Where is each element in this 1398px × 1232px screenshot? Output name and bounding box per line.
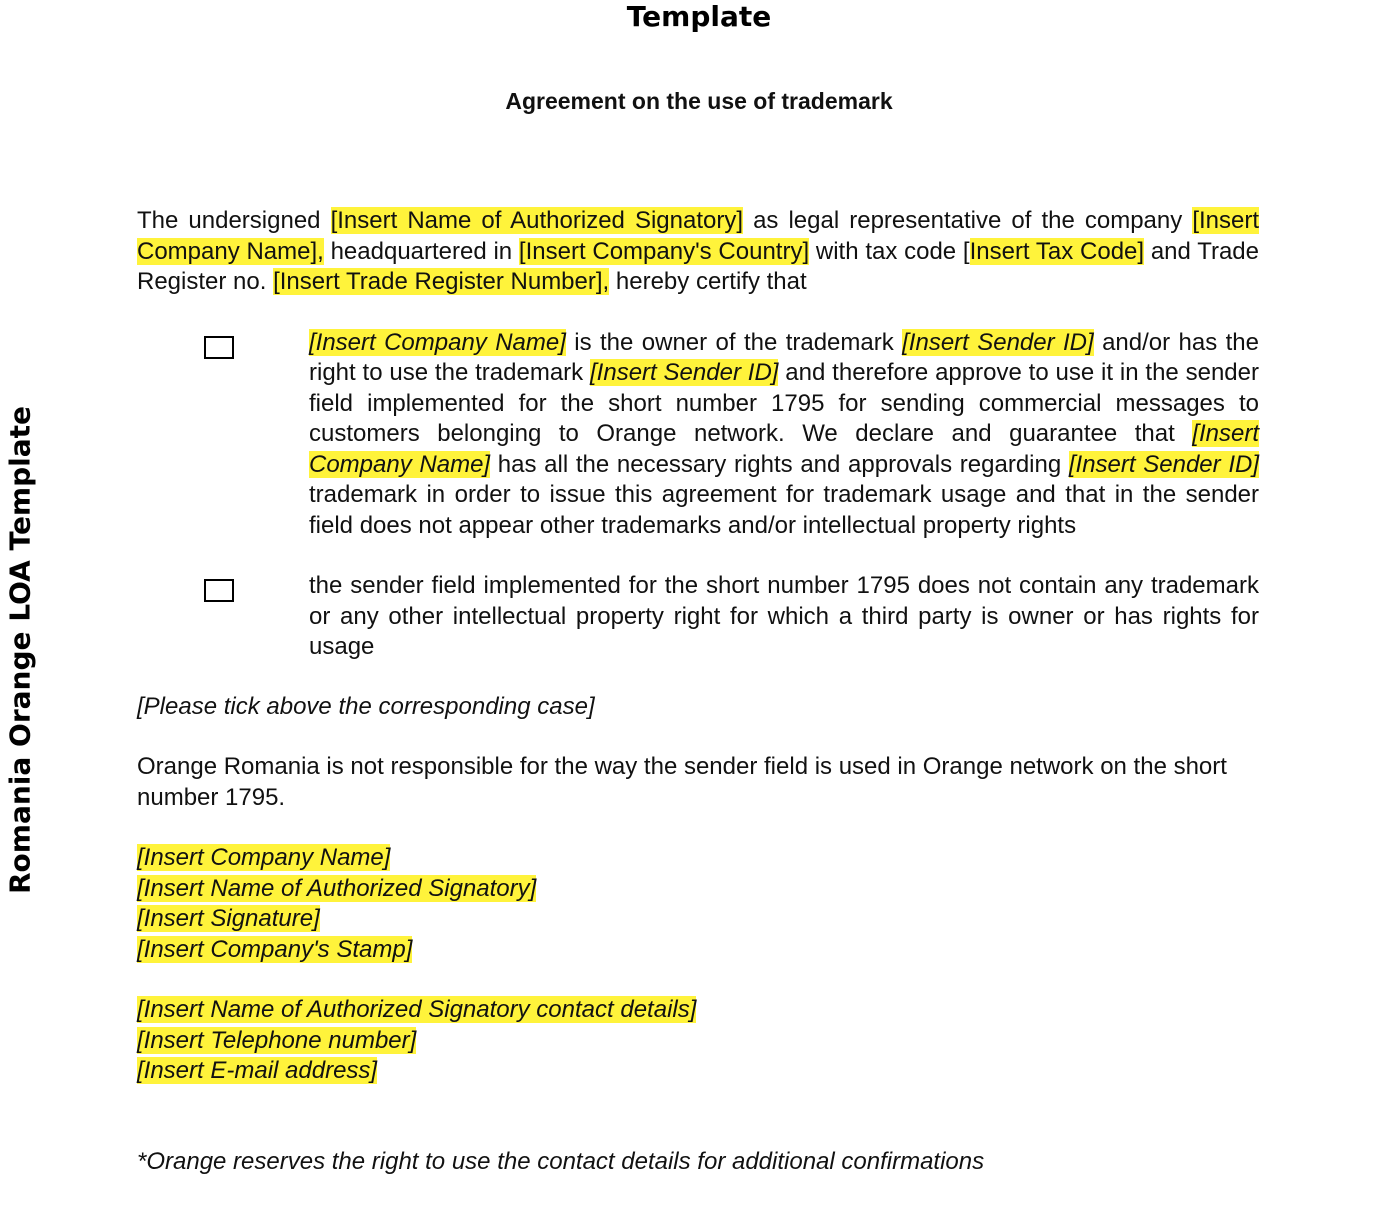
no-trademark-checkbox[interactable] — [204, 579, 234, 602]
disclaimer: Orange Romania is not responsible for the way the sender field is used in Orange network on the short number 1795. — [137, 753, 1227, 811]
placeholder-sender-id: [Insert Sender ID] — [1068, 450, 1259, 478]
option-text: trademark in order to issue this agreement for trademark usage and that in the sender field does not appear other trademarks and/or intellectual property rights — [309, 481, 1259, 539]
intro-text: with tax code [ — [809, 237, 970, 265]
option-no-trademark — [137, 571, 1259, 663]
placeholder-country: [Insert Company's Country] — [518, 237, 810, 265]
document-heading: Agreement on the use of trademark — [505, 88, 893, 114]
side-title: Romania Orange LOA Template — [3, 405, 37, 895]
document-body — [137, 206, 1259, 1177]
placeholder-sender-id: [Insert Sender ID] — [590, 359, 779, 386]
placeholder-email: [Insert E-mail address] — [137, 1057, 378, 1084]
option-text: is the owner of the trademark — [565, 328, 903, 356]
placeholder-company: [Insert Company Name] — [309, 328, 566, 356]
option-text: and/or has the right to use the trademark — [309, 328, 1259, 386]
owner-checkbox[interactable] — [204, 336, 234, 359]
intro-text: as legal representative of the company — [743, 207, 1193, 234]
placeholder-signature: [Insert Signature] — [137, 905, 320, 932]
intro-text: and Trade Register no. — [137, 237, 1260, 295]
placeholder-company: [Insert Company Name] — [137, 844, 391, 871]
intro-text: hereby certify that — [609, 268, 807, 295]
intro-text: The undersigned — [137, 207, 331, 234]
option-text: has all the necessary rights and approvals regarding — [490, 450, 1069, 478]
placeholder-tax-code: Insert Tax Code] — [969, 237, 1145, 265]
option-text: and therefore approve to use it in the sender field implemented for the short number 1795 for sending commercial messages to customers belonging to Orange network. We declare and guarantee that — [309, 359, 1259, 447]
placeholder-stamp: [Insert Company's Stamp] — [137, 935, 413, 963]
page-title: Template — [626, 0, 772, 33]
footnote: *Orange reserves the right to use the contact details for additional confirmations — [137, 1147, 985, 1175]
placeholder-company: [Insert Company Name], — [137, 207, 1260, 265]
placeholder-contact-details: [Insert Name of Authorized Signatory contact details] — [137, 996, 697, 1023]
option-owner-text — [309, 328, 1259, 542]
placeholder-sender-id: [Insert Sender ID] — [902, 328, 1094, 356]
intro-text: headquartered in — [323, 237, 519, 265]
option-no-trademark-text: the sender field implemented for the short number 1795 does not contain any trademark or any other intellectual property right for which a third party is owner or has rights for usage — [309, 572, 1259, 660]
option-owner — [137, 328, 1259, 542]
placeholder-telephone: [Insert Telephone number] — [137, 1026, 417, 1054]
tick-instruction: [Please tick above the corresponding case] — [137, 692, 595, 720]
signature-block — [137, 843, 1259, 965]
contact-block — [137, 995, 1259, 1087]
placeholder-company: [Insert Company Name] — [309, 420, 1259, 478]
intro-paragraph — [137, 206, 1259, 298]
placeholder-signatory: [Insert Name of Authorized Signatory] — [330, 207, 744, 234]
placeholder-trade-register: [Insert Trade Register Number], — [273, 268, 610, 295]
placeholder-signatory: [Insert Name of Authorized Signatory] — [137, 874, 537, 902]
